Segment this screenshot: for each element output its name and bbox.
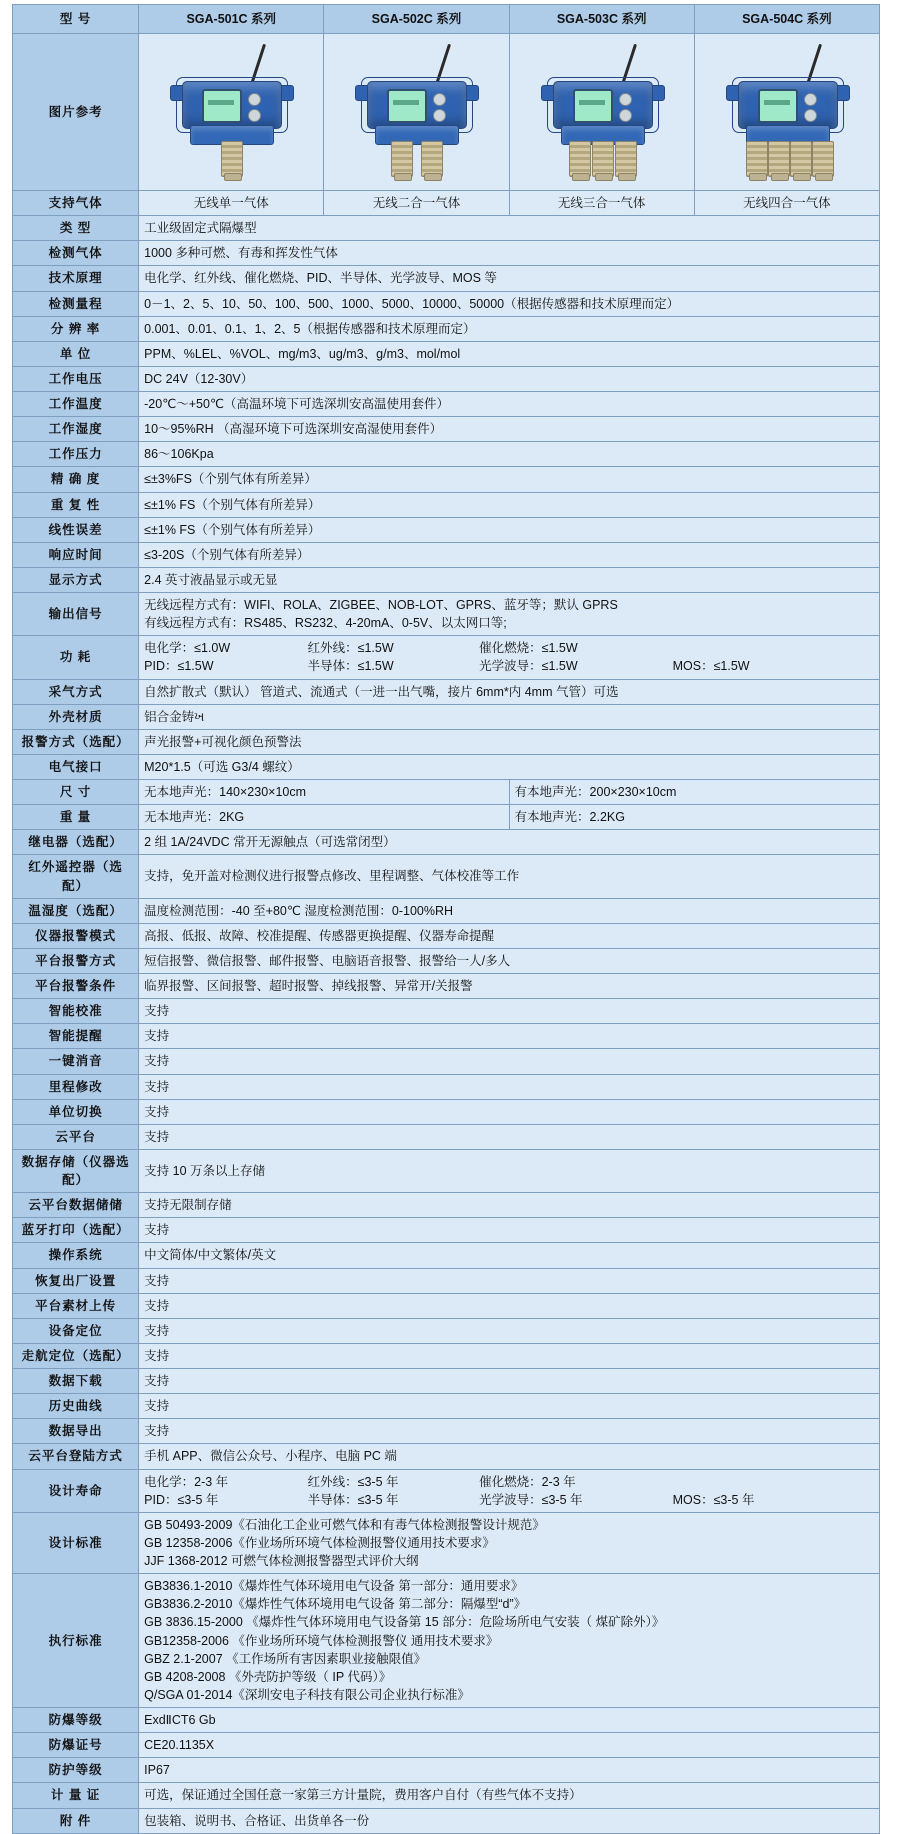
row-value: M20*1.5（可选 G3/4 螺纹）	[139, 754, 880, 779]
table-row	[13, 366, 880, 391]
table-row	[13, 467, 880, 492]
row-value: CE20.1135X	[139, 1733, 880, 1758]
row-label: 云平台登陆方式	[13, 1444, 139, 1469]
table-row	[13, 392, 880, 417]
power-line-1	[144, 639, 874, 657]
life-optical: 光学波导：≤3-5 年	[479, 1492, 583, 1507]
row-label-design-standard: 设计标准	[13, 1512, 139, 1573]
table-row	[13, 729, 880, 754]
row-label: 检测量程	[13, 291, 139, 316]
table-row-images	[13, 34, 880, 191]
row-value: 支持	[139, 1369, 880, 1394]
row-label: 单位切换	[13, 1099, 139, 1124]
row-label: 恢复出厂设置	[13, 1268, 139, 1293]
table-row	[13, 1218, 880, 1243]
row-label: 单 位	[13, 341, 139, 366]
table-row	[13, 1444, 880, 1469]
row-label: 智能提醒	[13, 1024, 139, 1049]
row-value: 支持	[139, 1419, 880, 1444]
row-label: 数据导出	[13, 1419, 139, 1444]
row-label: 平台报警方式	[13, 948, 139, 973]
life-catalytic: 催化燃烧：2-3 年	[479, 1474, 576, 1489]
row-value-power	[139, 636, 880, 679]
row-value: 自然扩散式（默认） 管道式、流通式（一进一出气嘴，接片 6mm*内 4mm 气管）可选	[139, 679, 880, 704]
table-row-design-life	[13, 1469, 880, 1512]
table-row	[13, 1074, 880, 1099]
row-value: 临界报警、区间报警、超时报警、掉线报警、异常开/关报警	[139, 974, 880, 999]
row-label: 走航定位（选配）	[13, 1343, 139, 1368]
row-label: 云平台	[13, 1124, 139, 1149]
row-value: 支持	[139, 1394, 880, 1419]
table-row	[13, 341, 880, 366]
row-label: 操作系统	[13, 1243, 139, 1268]
device-image-4	[694, 34, 879, 191]
table-row-output-signal	[13, 593, 880, 636]
table-row	[13, 216, 880, 241]
model-header-2: SGA-502C 系列	[324, 5, 509, 34]
row-value: 温度检测范围：-40 至+80℃ 湿度检测范围：0-100%RH	[139, 898, 880, 923]
row-value-output-signal	[139, 593, 880, 636]
row-label: 技术原理	[13, 266, 139, 291]
row-label: 仪器报警模式	[13, 923, 139, 948]
row-value: 2.4 英寸液晶显示或无显	[139, 567, 880, 592]
row-value: DC 24V（12-30V）	[139, 366, 880, 391]
exec-standard-line: GB 3836.15-2000 《爆炸性气体环境用电气设备第 15 部分：危险场所电气安装（ 煤矿除外）》	[144, 1615, 665, 1630]
table-row	[13, 1099, 880, 1124]
row-label: 外壳材质	[13, 704, 139, 729]
row-label: 工作电压	[13, 366, 139, 391]
row-value: ExdⅡCT6 Gb	[139, 1708, 880, 1733]
row-label: 一键消音	[13, 1049, 139, 1074]
row-label: 重 复 性	[13, 492, 139, 517]
row-label-output-signal: 输出信号	[13, 593, 139, 636]
table-row	[13, 754, 880, 779]
row-value: -20℃～+50℃（高温环境下可选深圳安高温使用套件）	[139, 392, 880, 417]
life-electrochemical: 电化学：2-3 年	[144, 1474, 229, 1489]
table-row	[13, 417, 880, 442]
life-line-2	[144, 1491, 874, 1509]
row-label-gas-support: 支持气体	[13, 191, 139, 216]
power-line-2	[144, 657, 874, 675]
row-label-size: 尺 寸	[13, 780, 139, 805]
row-value: 支持	[139, 1124, 880, 1149]
exec-standard-line: Q/SGA 01-2014《深圳安电子科技有限公司企业执行标准》	[144, 1687, 470, 1702]
row-label: 精 确 度	[13, 467, 139, 492]
row-value: 10～95%RH （高湿环境下可选深圳安高湿使用套件）	[139, 417, 880, 442]
gas-support-1: 无线单一气体	[139, 191, 324, 216]
row-label: 数据存储（仪器选配）	[13, 1149, 139, 1192]
row-label: 分 辨 率	[13, 316, 139, 341]
row-label: 工作温度	[13, 392, 139, 417]
row-label: 继电器（选配）	[13, 830, 139, 855]
row-label: 云平台数据储储	[13, 1193, 139, 1218]
row-label: 数据下载	[13, 1369, 139, 1394]
sensor-probe-3	[790, 141, 812, 177]
table-row	[13, 679, 880, 704]
table-row	[13, 1124, 880, 1149]
row-value: 0－1、2、5、10、50、100、500、1000、5000、10000、50000（根据传感器和技术原理而定）	[139, 291, 880, 316]
table-row	[13, 517, 880, 542]
row-value: 2 组 1A/24VDC 常开无源触点（可选常闭型）	[139, 830, 880, 855]
row-value-exec-standard	[139, 1574, 880, 1708]
row-label-power: 功 耗	[13, 636, 139, 679]
row-label: 附 件	[13, 1808, 139, 1833]
device-image-1	[139, 34, 324, 191]
row-value: 可选，保证通过全国任意一家第三方计量院，费用客户自付（有些气体不支持）	[139, 1783, 880, 1808]
row-label: 设备定位	[13, 1318, 139, 1343]
table-row	[13, 567, 880, 592]
life-pid: PID：≤3-5 年	[144, 1492, 219, 1507]
row-value: 支持	[139, 1268, 880, 1293]
row-value: ≤±3%FS（个别气体有所差异）	[139, 467, 880, 492]
design-standard-line: GB 12358-2006《作业场所环境气体检测报警仪通用技术要求》	[144, 1535, 495, 1550]
row-value: 电化学、红外线、催化燃烧、PID、半导体、光学波导、MOS 等	[139, 266, 880, 291]
exec-standard-line: GB12358-2006 《作业场所环境气体检测报警仪 通用技术要求》	[144, 1633, 499, 1648]
weight-with-sounder: 有本地声光：2.2KG	[509, 805, 879, 830]
knob-bottom	[804, 109, 817, 122]
row-value: IP67	[139, 1758, 880, 1783]
row-value: 支持，免开盖对检测仪进行报警点修改、里程调整、气体校准等工作	[139, 855, 880, 898]
sensor-probe-3	[615, 141, 637, 177]
table-row-gas-support	[13, 191, 880, 216]
row-value-design-standard	[139, 1512, 880, 1573]
table-row	[13, 316, 880, 341]
row-label: 计 量 证	[13, 1783, 139, 1808]
row-value: ≤3-20S（个别气体有所差异）	[139, 542, 880, 567]
row-value: 包装箱、说明书、合格证、出货单各一份	[139, 1808, 880, 1833]
exec-standard-line: GB3836.2-2010《爆炸性气体环境用电气设备 第二部分：隔爆型“d”》	[144, 1597, 527, 1612]
table-row	[13, 1049, 880, 1074]
row-label: 蓝牙打印（选配）	[13, 1218, 139, 1243]
row-label: 里程修改	[13, 1074, 139, 1099]
life-semiconductor: 半导体：≤3-5 年	[307, 1492, 399, 1507]
row-value: 手机 APP、微信公众号、小程序、电脑 PC 端	[139, 1444, 880, 1469]
knob-top	[619, 93, 632, 106]
row-label: 工作压力	[13, 442, 139, 467]
row-label: 报警方式（选配）	[13, 729, 139, 754]
row-value-design-life	[139, 1469, 880, 1512]
row-label: 工作湿度	[13, 417, 139, 442]
row-value: 支持	[139, 1218, 880, 1243]
detector-illustration	[527, 37, 677, 187]
table-row	[13, 1808, 880, 1833]
lcd-screen	[573, 89, 613, 123]
row-label: 采气方式	[13, 679, 139, 704]
row-value: ≤±1% FS（个别气体有所差异）	[139, 517, 880, 542]
design-standard-line: JJF 1368-2012 可燃气体检测报警器型式评价大纲	[144, 1554, 419, 1568]
row-label: 红外遥控器（选配）	[13, 855, 139, 898]
table-row	[13, 948, 880, 973]
detector-illustration	[156, 37, 306, 187]
sensor-probe-1	[391, 141, 413, 177]
sensor-probe-1	[746, 141, 768, 177]
row-value: 支持	[139, 1049, 880, 1074]
table-row-model	[13, 5, 880, 34]
row-value: 支持无限制存储	[139, 1193, 880, 1218]
table-row	[13, 266, 880, 291]
table-row	[13, 704, 880, 729]
table-row	[13, 1149, 880, 1192]
row-label: 响应时间	[13, 542, 139, 567]
table-row	[13, 1758, 880, 1783]
gas-support-3: 无线三合一气体	[509, 191, 694, 216]
row-value: 高报、低报、故障、校准提醒、传感器更换提醒、仪器寿命提醒	[139, 923, 880, 948]
row-value: 支持	[139, 1318, 880, 1343]
power-catalytic: 催化燃烧：≤1.5W	[479, 641, 578, 656]
sensor-probe-2	[421, 141, 443, 177]
row-label: 防护等级	[13, 1758, 139, 1783]
table-row	[13, 291, 880, 316]
size-without-sounder: 无本地声光：140×230×10cm	[139, 780, 509, 805]
device-image-3	[509, 34, 694, 191]
lcd-screen	[387, 89, 427, 123]
row-value: 支持	[139, 1343, 880, 1368]
table-row	[13, 442, 880, 467]
life-line-1	[144, 1473, 874, 1491]
table-row	[13, 1193, 880, 1218]
table-row	[13, 1733, 880, 1758]
row-value: 86～106Kpa	[139, 442, 880, 467]
exec-standard-line: GBZ 2.1-2007 《工作场所有害因素职业接触限值》	[144, 1651, 427, 1666]
table-row	[13, 492, 880, 517]
output-signal-line-1: 无线远程方式有：WIFI、ROLA、ZIGBEE、NOB-LOT、GPRS、蓝牙等；默认 GPRS	[144, 598, 618, 612]
manifold-base	[375, 125, 459, 145]
power-electrochemical: 电化学：≤1.0W	[144, 641, 231, 656]
device-image-2	[324, 34, 509, 191]
row-value: ≤±1% FS（个别气体有所差异）	[139, 492, 880, 517]
row-label: 显示方式	[13, 567, 139, 592]
table-row	[13, 1318, 880, 1343]
power-optical: 光学波导：≤1.5W	[479, 659, 578, 674]
life-mos: MOS：≤3-5 年	[672, 1492, 755, 1507]
row-label: 防爆等级	[13, 1708, 139, 1733]
row-label-exec-standard: 执行标准	[13, 1574, 139, 1708]
row-label: 平台报警条件	[13, 974, 139, 999]
row-value: 声光报警+可视化颜色预警法	[139, 729, 880, 754]
table-row	[13, 1394, 880, 1419]
gas-support-4: 无线四合一气体	[694, 191, 879, 216]
table-row	[13, 542, 880, 567]
table-row	[13, 1024, 880, 1049]
row-value: 支持	[139, 1024, 880, 1049]
row-value: 支持	[139, 1293, 880, 1318]
row-label: 类 型	[13, 216, 139, 241]
table-row	[13, 1293, 880, 1318]
row-value: 0.001、0.01、0.1、1、2、5（根据传感器和技术原理而定）	[139, 316, 880, 341]
sensor-probe-2	[768, 141, 790, 177]
row-value: 1000 多种可燃、有毒和挥发性气体	[139, 241, 880, 266]
size-with-sounder: 有本地声光：200×230×10cm	[509, 780, 879, 805]
gas-support-2: 无线二合一气体	[324, 191, 509, 216]
detector-illustration	[712, 37, 862, 187]
row-value: 短信报警、微信报警、邮件报警、电脑语音报警、报警给一人/多人	[139, 948, 880, 973]
knob-top	[804, 93, 817, 106]
row-label: 智能校准	[13, 999, 139, 1024]
power-pid: PID：≤1.5W	[144, 659, 214, 674]
table-row	[13, 1783, 880, 1808]
model-header-3: SGA-503C 系列	[509, 5, 694, 34]
exec-standard-line: GB3836.1-2010《爆炸性气体环境用电气设备 第一部分：通用要求》	[144, 1579, 524, 1594]
row-label-image: 图片参考	[13, 34, 139, 191]
row-label-model: 型 号	[13, 5, 139, 34]
sensor-probe-2	[592, 141, 614, 177]
weight-without-sounder: 无本地声光：2KG	[139, 805, 509, 830]
sensor-probe-1	[569, 141, 591, 177]
row-value: 铝合金铸ખ	[139, 704, 880, 729]
table-row	[13, 1419, 880, 1444]
table-row-weight	[13, 805, 880, 830]
table-row	[13, 1343, 880, 1368]
row-label: 电气接口	[13, 754, 139, 779]
row-label: 线性误差	[13, 517, 139, 542]
row-label-design-life: 设计寿命	[13, 1469, 139, 1512]
row-label: 平台素材上传	[13, 1293, 139, 1318]
row-value: 支持 10 万条以上存储	[139, 1149, 880, 1192]
table-row	[13, 1268, 880, 1293]
sensor-probe-4	[812, 141, 834, 177]
row-label: 温湿度（选配）	[13, 898, 139, 923]
model-header-1: SGA-501C 系列	[139, 5, 324, 34]
power-semiconductor: 半导体：≤1.5W	[307, 659, 394, 674]
sensor-probe-1	[221, 141, 243, 177]
output-signal-line-2: 有线远程方式有：RS485、RS232、4-20mA、0-5V、以太网口等;	[144, 616, 507, 631]
design-standard-line: GB 50493-2009《石油化工企业可燃气体和有毒气体检测报警设计规范》	[144, 1517, 545, 1532]
spec-sheet	[0, 4, 899, 1834]
row-label: 历史曲线	[13, 1394, 139, 1419]
row-label: 检测气体	[13, 241, 139, 266]
table-row	[13, 1369, 880, 1394]
table-row-size	[13, 780, 880, 805]
table-row-design-standard	[13, 1512, 880, 1573]
table-row	[13, 830, 880, 855]
model-header-4: SGA-504C 系列	[694, 5, 879, 34]
row-label: 防爆证号	[13, 1733, 139, 1758]
table-row	[13, 1243, 880, 1268]
row-value: PPM、%LEL、%VOL、mg/m3、ug/m3、g/m3、mol/mol	[139, 341, 880, 366]
exec-standard-line: GB 4208-2008 《外壳防护等级（ IP 代码）》	[144, 1669, 392, 1684]
table-row	[13, 923, 880, 948]
power-infrared: 红外线：≤1.5W	[307, 641, 394, 656]
row-value: 中文简体/中文繁体/英文	[139, 1243, 880, 1268]
row-label-weight: 重 量	[13, 805, 139, 830]
lcd-screen	[202, 89, 242, 123]
detector-illustration	[341, 37, 491, 187]
row-value: 工业级固定式隔爆型	[139, 216, 880, 241]
life-infrared: 红外线：≤3-5 年	[307, 1474, 399, 1489]
table-row	[13, 1708, 880, 1733]
knob-bottom	[619, 109, 632, 122]
specification-table	[12, 4, 880, 1834]
table-row	[13, 999, 880, 1024]
table-row-exec-standard	[13, 1574, 880, 1708]
lcd-screen	[758, 89, 798, 123]
table-row	[13, 855, 880, 898]
table-row	[13, 898, 880, 923]
table-row	[13, 974, 880, 999]
row-value: 支持	[139, 1074, 880, 1099]
table-row	[13, 241, 880, 266]
row-value: 支持	[139, 1099, 880, 1124]
table-row-power	[13, 636, 880, 679]
power-mos: MOS：≤1.5W	[672, 659, 750, 674]
row-value: 支持	[139, 999, 880, 1024]
